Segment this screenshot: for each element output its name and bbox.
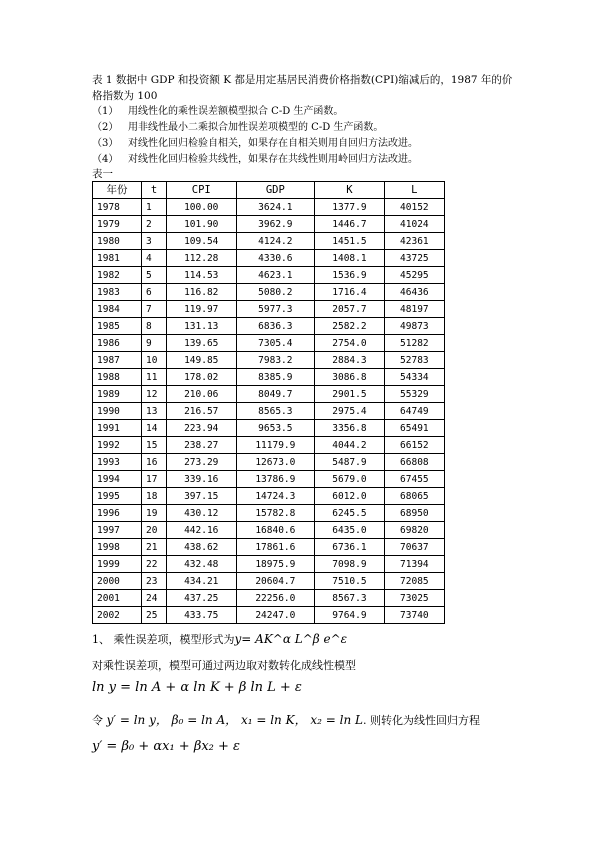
- table-cell: 15: [142, 437, 167, 454]
- table-cell: 1989: [93, 386, 142, 403]
- table-cell: 8565.3: [236, 403, 315, 420]
- table-row: [93, 369, 445, 386]
- table-cell: 6012.0: [315, 488, 385, 505]
- table-cell: 40152: [384, 199, 444, 216]
- column-header: 年份: [93, 182, 142, 199]
- column-header: t: [142, 182, 167, 199]
- table-cell: 8: [142, 318, 167, 335]
- table-cell: 2884.3: [315, 352, 385, 369]
- table-cell: 1446.7: [315, 216, 385, 233]
- table-cell: 4623.1: [236, 267, 315, 284]
- table-row: [93, 335, 445, 352]
- table-cell: 5679.0: [315, 471, 385, 488]
- regression-equation: y′ = β₀ + αx₁ + βx₂ + ε: [92, 739, 241, 754]
- table-cell: 22256.0: [236, 590, 315, 607]
- table-cell: 2975.4: [315, 403, 385, 420]
- table-cell: 1988: [93, 369, 142, 386]
- table-cell: 1981: [93, 250, 142, 267]
- table-cell: 20: [142, 522, 167, 539]
- table-cell: 23: [142, 573, 167, 590]
- table-cell: 223.94: [167, 420, 237, 437]
- table-cell: 16: [142, 454, 167, 471]
- table-cell: 49873: [384, 318, 444, 335]
- section-1-label: 1、 乘性误差项，模型形式为: [92, 633, 235, 646]
- table-cell: 13: [142, 403, 167, 420]
- table-cell: 12: [142, 386, 167, 403]
- table-cell: 6836.3: [236, 318, 315, 335]
- table-cell: 116.82: [167, 284, 237, 301]
- table-cell: 20604.7: [236, 573, 315, 590]
- table-cell: 6: [142, 284, 167, 301]
- task-item: [92, 152, 522, 168]
- table-cell: 1994: [93, 471, 142, 488]
- table-cell: 71394: [384, 556, 444, 573]
- data-table: [92, 181, 445, 624]
- table-cell: 1408.1: [315, 250, 385, 267]
- table-cell: 1377.9: [315, 199, 385, 216]
- table-cell: 17: [142, 471, 167, 488]
- table-cell: 2001: [93, 590, 142, 607]
- table-cell: 73740: [384, 607, 444, 624]
- table-cell: 109.54: [167, 233, 237, 250]
- table-cell: 210.06: [167, 386, 237, 403]
- table-cell: 54334: [384, 369, 444, 386]
- table-row: [93, 267, 445, 284]
- table-cell: 339.16: [167, 471, 237, 488]
- table-row: [93, 437, 445, 454]
- table-cell: 7983.2: [236, 352, 315, 369]
- table-row: [93, 539, 445, 556]
- table-cell: 68065: [384, 488, 444, 505]
- table-cell: 2901.5: [315, 386, 385, 403]
- table-cell: 2582.2: [315, 318, 385, 335]
- table-cell: 2000: [93, 573, 142, 590]
- table-row: [93, 250, 445, 267]
- log-linear-equation: ln y = ln A + α ln K + β ln L + ε: [92, 680, 302, 695]
- table-cell: 4: [142, 250, 167, 267]
- table-cell: 66808: [384, 454, 444, 471]
- table-cell: 1: [142, 199, 167, 216]
- table-row: [93, 454, 445, 471]
- table-cell: 67455: [384, 471, 444, 488]
- table-row: [93, 284, 445, 301]
- table-cell: 432.48: [167, 556, 237, 573]
- table-cell: 68950: [384, 505, 444, 522]
- table-row: [93, 386, 445, 403]
- table-cell: 70637: [384, 539, 444, 556]
- intro-paragraph: 表 1 数据中 GDP 和投资额 K 都是用定基居民消费价格指数(CPI)缩减后的，1987 年的价格指数为 100: [92, 74, 513, 102]
- table-row: [93, 199, 445, 216]
- table-cell: 69820: [384, 522, 444, 539]
- table-cell: 7: [142, 301, 167, 318]
- task-number: （4）: [92, 154, 119, 165]
- table-cell: 21: [142, 539, 167, 556]
- table-cell: 73025: [384, 590, 444, 607]
- table-cell: 72085: [384, 573, 444, 590]
- table-cell: 216.57: [167, 403, 237, 420]
- table-cell: 6245.5: [315, 505, 385, 522]
- table-cell: 273.29: [167, 454, 237, 471]
- table-cell: 6736.1: [315, 539, 385, 556]
- table-cell: 1996: [93, 505, 142, 522]
- substitution-prefix: 令: [92, 714, 103, 727]
- table-cell: 51282: [384, 335, 444, 352]
- table-row: [93, 233, 445, 250]
- table-cell: 1993: [93, 454, 142, 471]
- document-body: [92, 72, 522, 624]
- table-cell: 24: [142, 590, 167, 607]
- table-cell: 438.62: [167, 539, 237, 556]
- table-cell: 15782.8: [236, 505, 315, 522]
- table-row: [93, 420, 445, 437]
- table-cell: 3962.9: [236, 216, 315, 233]
- table-cell: 17861.6: [236, 539, 315, 556]
- table-row: [93, 471, 445, 488]
- task-number: （1）: [92, 106, 119, 117]
- table-cell: 11: [142, 369, 167, 386]
- task-text: 用非线性最小二乘拟合加性误差项模型的 C-D 生产函数。: [128, 122, 384, 133]
- table-cell: 1984: [93, 301, 142, 318]
- table-cell: 7305.4: [236, 335, 315, 352]
- table-cell: 1995: [93, 488, 142, 505]
- table-cell: 55329: [384, 386, 444, 403]
- table-cell: 1990: [93, 403, 142, 420]
- table-cell: 4044.2: [315, 437, 385, 454]
- table-cell: 131.13: [167, 318, 237, 335]
- table-cell: 65491: [384, 420, 444, 437]
- table-cell: 178.02: [167, 369, 237, 386]
- table-cell: 5080.2: [236, 284, 315, 301]
- table-cell: 5: [142, 267, 167, 284]
- table-cell: 12673.0: [236, 454, 315, 471]
- table-cell: 5487.9: [315, 454, 385, 471]
- table-cell: 1998: [93, 539, 142, 556]
- table-cell: 2754.0: [315, 335, 385, 352]
- table-cell: 45295: [384, 267, 444, 284]
- table-cell: 149.85: [167, 352, 237, 369]
- table-row: [93, 352, 445, 369]
- table-cell: 1992: [93, 437, 142, 454]
- task-number: （3）: [92, 138, 119, 149]
- table-cell: 2002: [93, 607, 142, 624]
- column-header: GDP: [236, 182, 315, 199]
- task-text: 对线性化回归检验自相关，如果存在自相关则用自回归方法改进。: [128, 138, 418, 149]
- table-cell: 48197: [384, 301, 444, 318]
- table-cell: 8049.7: [236, 386, 315, 403]
- table-cell: 1451.5: [315, 233, 385, 250]
- table-row: [93, 318, 445, 335]
- table-row: [93, 301, 445, 318]
- substitution-definitions: y′ = ln y， β₀ = ln A， x₁ = ln K， x₂ = ln L: [106, 713, 363, 727]
- table-cell: 52783: [384, 352, 444, 369]
- table-cell: 2: [142, 216, 167, 233]
- table-cell: 238.27: [167, 437, 237, 454]
- table-cell: 1999: [93, 556, 142, 573]
- table-cell: 11179.9: [236, 437, 315, 454]
- column-header: K: [315, 182, 385, 199]
- table-cell: 434.21: [167, 573, 237, 590]
- table-cell: 19: [142, 505, 167, 522]
- task-item: [92, 104, 522, 120]
- table-cell: 437.25: [167, 590, 237, 607]
- table-cell: 7098.9: [315, 556, 385, 573]
- table-cell: 1997: [93, 522, 142, 539]
- table-cell: 1987: [93, 352, 142, 369]
- table-cell: 46436: [384, 284, 444, 301]
- table-cell: 7510.5: [315, 573, 385, 590]
- table-cell: 1991: [93, 420, 142, 437]
- table-row: [93, 556, 445, 573]
- table-cell: 4330.6: [236, 250, 315, 267]
- table-cell: 139.65: [167, 335, 237, 352]
- column-header: CPI: [167, 182, 237, 199]
- table-cell: 119.97: [167, 301, 237, 318]
- task-list: [92, 104, 522, 168]
- table-cell: 3: [142, 233, 167, 250]
- task-text: 对线性化回归检验共线性，如果存在共线性则用岭回归方法改进。: [128, 154, 418, 165]
- table-cell: 14: [142, 420, 167, 437]
- table-row: [93, 607, 445, 624]
- table-cell: 1983: [93, 284, 142, 301]
- table-cell: 41024: [384, 216, 444, 233]
- table-cell: 6435.0: [315, 522, 385, 539]
- table-cell: 430.12: [167, 505, 237, 522]
- table-cell: 22: [142, 556, 167, 573]
- table-cell: 1985: [93, 318, 142, 335]
- table-cell: 442.16: [167, 522, 237, 539]
- table-cell: 18: [142, 488, 167, 505]
- table-cell: 2057.7: [315, 301, 385, 318]
- table-cell: 1986: [93, 335, 142, 352]
- table-cell: 1980: [93, 233, 142, 250]
- table-cell: 4124.2: [236, 233, 315, 250]
- table-row: [93, 505, 445, 522]
- table-row: [93, 590, 445, 607]
- table-cell: 43725: [384, 250, 444, 267]
- section-2-text: 对乘性误差项，模型可通过两边取对数转化成线性模型: [92, 659, 356, 672]
- table-row: [93, 216, 445, 233]
- table-cell: 1978: [93, 199, 142, 216]
- table-cell: 24247.0: [236, 607, 315, 624]
- table-cell: 13786.9: [236, 471, 315, 488]
- table-cell: 397.15: [167, 488, 237, 505]
- table-cell: 10: [142, 352, 167, 369]
- table-row: [93, 403, 445, 420]
- table-cell: 1979: [93, 216, 142, 233]
- table-cell: 1716.4: [315, 284, 385, 301]
- table-cell: 8567.3: [315, 590, 385, 607]
- table-cell: 101.90: [167, 216, 237, 233]
- table-cell: 100.00: [167, 199, 237, 216]
- table-cell: 18975.9: [236, 556, 315, 573]
- table-cell: 8385.9: [236, 369, 315, 386]
- table-cell: 9: [142, 335, 167, 352]
- substitution-line: [92, 711, 562, 728]
- table-row: [93, 488, 445, 505]
- table-cell: 1536.9: [315, 267, 385, 284]
- task-number: （2）: [92, 122, 119, 133]
- table-cell: 14724.3: [236, 488, 315, 505]
- table-cell: 25: [142, 607, 167, 624]
- table-cell: 112.28: [167, 250, 237, 267]
- table-row: [93, 522, 445, 539]
- task-item: [92, 120, 522, 136]
- substitution-suffix: . 则转化为线性回归方程: [363, 714, 480, 727]
- table-cell: 1982: [93, 267, 142, 284]
- table-cell: 433.75: [167, 607, 237, 624]
- table-cell: 66152: [384, 437, 444, 454]
- table-cell: 9764.9: [315, 607, 385, 624]
- table-caption: 表一: [92, 168, 113, 180]
- table-cell: 114.53: [167, 267, 237, 284]
- column-header: L: [384, 182, 444, 199]
- section-1-heading: [92, 631, 562, 647]
- model-formula: y= AK^α L^β e^ε: [234, 632, 348, 646]
- task-item: [92, 136, 522, 152]
- table-cell: 5977.3: [236, 301, 315, 318]
- table-cell: 16840.6: [236, 522, 315, 539]
- task-text: 用线性化的乘性误差额模型拟合 C-D 生产函数。: [128, 106, 344, 117]
- table-cell: 3086.8: [315, 369, 385, 386]
- table-cell: 3356.8: [315, 420, 385, 437]
- table-cell: 3624.1: [236, 199, 315, 216]
- table-header-row: [93, 182, 445, 199]
- table-cell: 64749: [384, 403, 444, 420]
- table-cell: 42361: [384, 233, 444, 250]
- table-cell: 9653.5: [236, 420, 315, 437]
- table-row: [93, 573, 445, 590]
